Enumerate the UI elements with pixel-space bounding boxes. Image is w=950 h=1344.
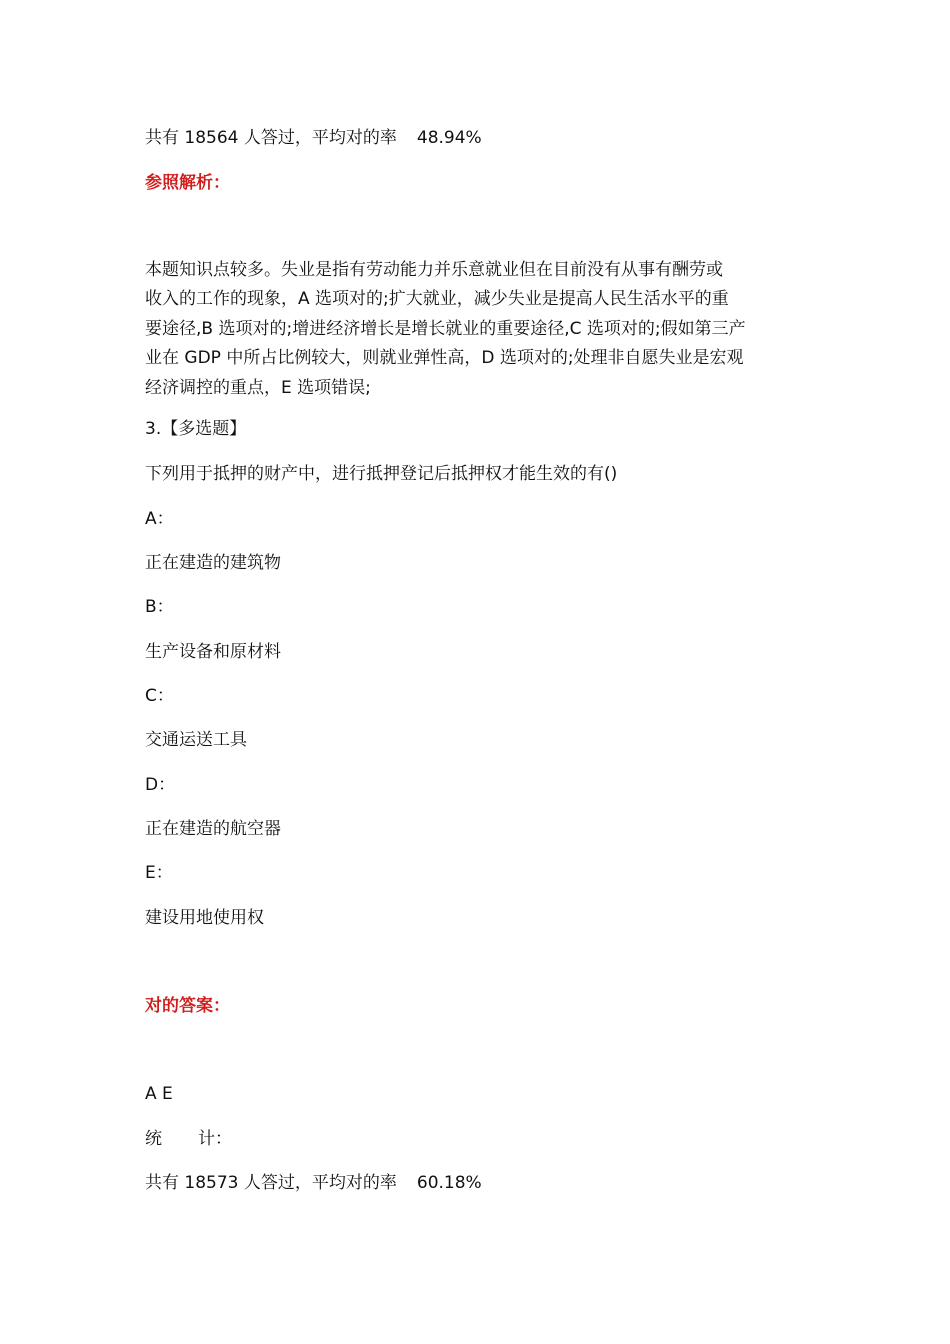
statistics-line bbox=[145, 1172, 482, 1194]
analysis-heading: 参照解析： bbox=[145, 173, 230, 193]
question-text: 下列用于抵押的财产中，进行抵押登记后抵押权才能生效的有() bbox=[145, 464, 618, 484]
top-stats-line bbox=[145, 127, 482, 149]
option-b-label: B： bbox=[145, 597, 174, 617]
question-number: 3.【多选题】 bbox=[145, 419, 247, 439]
option-a-text: 正在建造的建筑物 bbox=[145, 553, 281, 573]
option-a-label: A： bbox=[145, 509, 174, 529]
top-stats-rate: 48.94% bbox=[416, 128, 482, 148]
statistics-label bbox=[145, 1128, 232, 1150]
answer-heading: 对的答案： bbox=[145, 996, 230, 1016]
statistics-prefix: 共有 18573 人答过，平均对的率 bbox=[145, 1173, 397, 1193]
analysis-line: 经济调控的重点，E 选项错误; bbox=[145, 377, 371, 398]
option-c-text: 交通运送工具 bbox=[145, 730, 247, 750]
option-d-text: 正在建造的航空器 bbox=[145, 819, 281, 839]
analysis-line: 要途径,B 选项对的;增进经济增长是增长就业的重要途径,C 选项对的;假如第三产 bbox=[145, 318, 746, 339]
analysis-paragraph bbox=[145, 256, 810, 403]
option-e-text: 建设用地使用权 bbox=[145, 908, 264, 928]
option-d-label: D： bbox=[145, 775, 176, 795]
option-e-label: E： bbox=[145, 863, 173, 883]
option-c-label: C： bbox=[145, 686, 174, 706]
statistics-label-right: 计： bbox=[198, 1129, 232, 1149]
analysis-line: 业在 GDP 中所占比例较大，则就业弹性高，D 选项对的;处理非自愿失业是宏观 bbox=[145, 348, 744, 369]
statistics-rate: 60.18% bbox=[416, 1173, 482, 1193]
option-b-text: 生产设备和原材料 bbox=[145, 642, 281, 662]
analysis-line: 本题知识点较多。失业是指有劳动能力并乐意就业但在目前没有从事有酬劳或 bbox=[145, 260, 723, 280]
analysis-line: 收入的工作的现象，A 选项对的;扩大就业，减少失业是提高人民生活水平的重 bbox=[145, 289, 729, 310]
answer-value: A E bbox=[145, 1084, 173, 1104]
top-stats-prefix: 共有 18564 人答过，平均对的率 bbox=[145, 128, 397, 148]
statistics-label-left: 统 bbox=[145, 1129, 162, 1149]
